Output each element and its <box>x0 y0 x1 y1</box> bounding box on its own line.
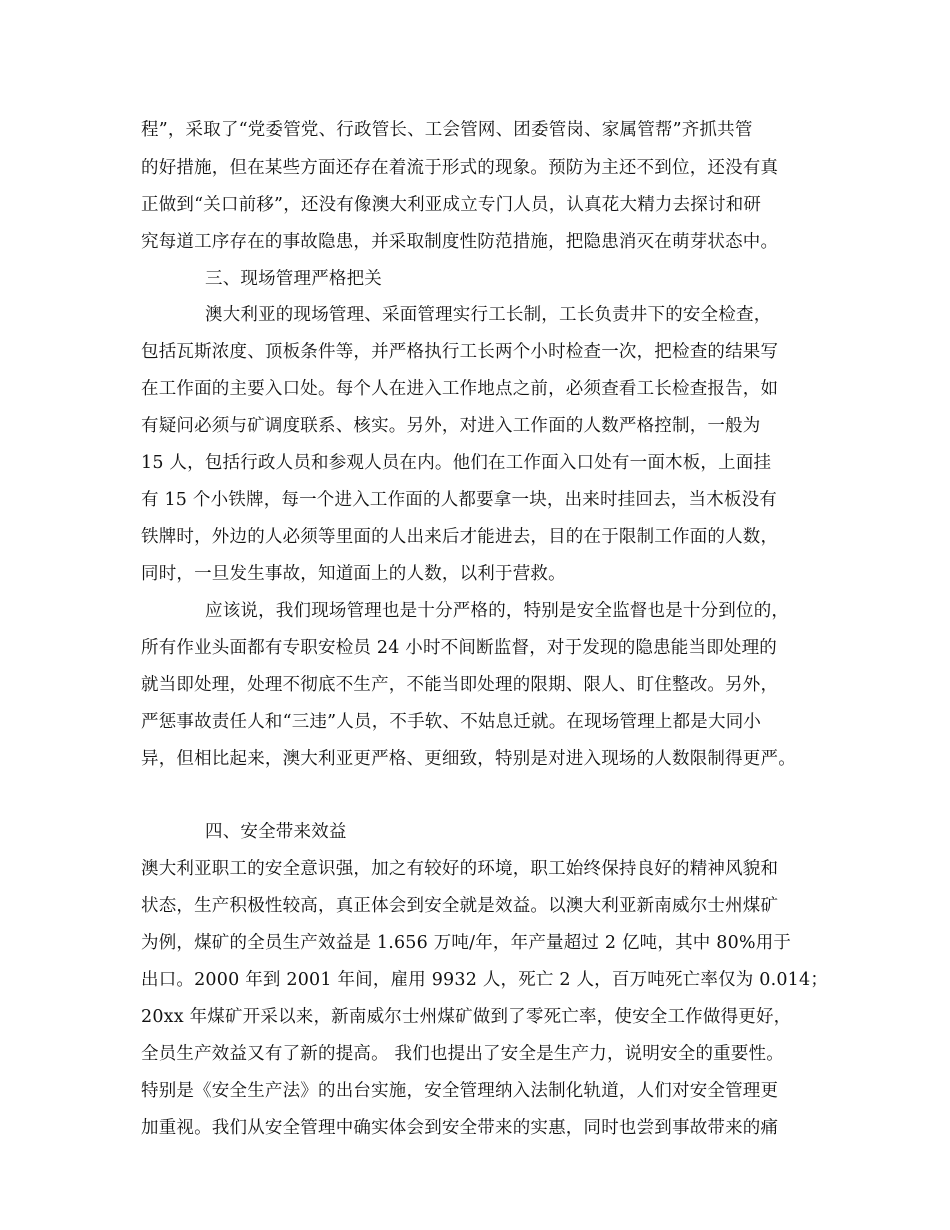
paragraph-2-line-7: 铁牌时，外边的人必须等里面的人出来后才能进去，目的在于限制工作面的人数， <box>141 527 779 547</box>
paragraph-2-line-6: 有 15 个小铁牌，每一个进入工作面的人都要拿一块，出来时挂回去，当木板没有 <box>141 490 777 510</box>
section-heading-3: 三、现场管理严格把关 <box>205 269 382 289</box>
paragraph-4-line-7: 特别是《安全生产法》的出台实施，安全管理纳入法制化轨道，人们对安全管理更 <box>141 1081 779 1101</box>
paragraph-3-line-4: 严惩事故责任人和“三违”人员，不手软、不姑息迁就。在现场管理上都是大同小 <box>141 712 762 732</box>
paragraph-4-line-3: 为例，煤矿的全员生产效益是 1.656 万吨/年，年产量超过 2 亿吨，其中 80%用于 <box>141 933 792 953</box>
paragraph-1-line-4: 究每道工序存在的事故隐患，并采取制度性防范措施，把隐患消灭在萌芽状态中。 <box>141 232 779 252</box>
paragraph-2-line-3: 在工作面的主要入口处。每个人在进入工作地点之前，必须查看工长检查报告，如 <box>141 379 779 399</box>
paragraph-4-line-2: 状态，生产积极性较高，真正体会到安全就是效益。以澳大利亚新南威尔士州煤矿 <box>141 896 779 916</box>
paragraph-2-line-1: 澳大利亚的现场管理、采面管理实行工长制，工长负责井下的安全检查， <box>205 305 772 325</box>
paragraph-4-line-6: 全员生产效益又有了新的提高。 我们也提出了安全是生产力，说明安全的重要性。 <box>141 1044 784 1064</box>
paragraph-4-line-1: 澳大利亚职工的安全意识强，加之有较好的环境，职工始终保持良好的精神风貌和 <box>141 859 779 879</box>
paragraph-2-line-4: 有疑问必须与矿调度联系、核实。另外，对进入工作面的人数严格控制，一般为 <box>141 416 761 436</box>
paragraph-3-line-1: 应该说，我们现场管理也是十分严格的，特别是安全监督也是十分到位的， <box>205 601 790 621</box>
paragraph-4-line-5: 20xx 年煤矿开采以来，新南威尔士州煤矿做到了零死亡率，使安全工作做得更好， <box>141 1007 792 1027</box>
paragraph-1-line-3: 正做到“关口前移”，还没有像澳大利亚成立专门人员，认真花大精力去探讨和研 <box>141 195 762 215</box>
paragraph-2-line-5: 15 人，包括行政人员和参观人员在内。他们在工作面入口处有一面木板，上面挂 <box>141 453 772 473</box>
paragraph-4-line-8: 加重视。我们从安全管理中确实体会到安全带来的实惠，同时也尝到事故带来的痛 <box>141 1118 779 1138</box>
paragraph-1-line-2: 的好措施，但在某些方面还存在着流于形式的现象。预防为主还不到位，还没有真 <box>141 158 779 178</box>
paragraph-3-line-5: 异，但相比起来，澳大利亚更严格、更细致，特别是对进入现场的人数限制得更严。 <box>141 749 796 769</box>
paragraph-2-line-8: 同时，一旦发生事故，知道面上的人数，以利于营救。 <box>141 564 566 584</box>
paragraph-2-line-2: 包括瓦斯浓度、顶板条件等，并严格执行工长两个小时检查一次，把检查的结果写 <box>141 342 779 362</box>
paragraph-4-line-4: 出口。2000 年到 2001 年间，雇用 9932 人，死亡 2 人，百万吨死亡率仅为 0.014； <box>141 970 829 990</box>
section-heading-4: 四、安全带来效益 <box>205 822 347 842</box>
paragraph-3-line-2: 所有作业头面都有专职安检员 24 小时不间断监督，对于发现的隐患能当即处理的 <box>141 638 777 658</box>
paragraph-1-line-1: 程”，采取了“党委管党、行政管长、工会管网、团委管岗、家属管帮”齐抓共管 <box>141 120 753 140</box>
paragraph-3-line-3: 就当即处理，处理不彻底不生产，不能当即处理的限期、限人、盯住整改。另外， <box>141 675 779 695</box>
